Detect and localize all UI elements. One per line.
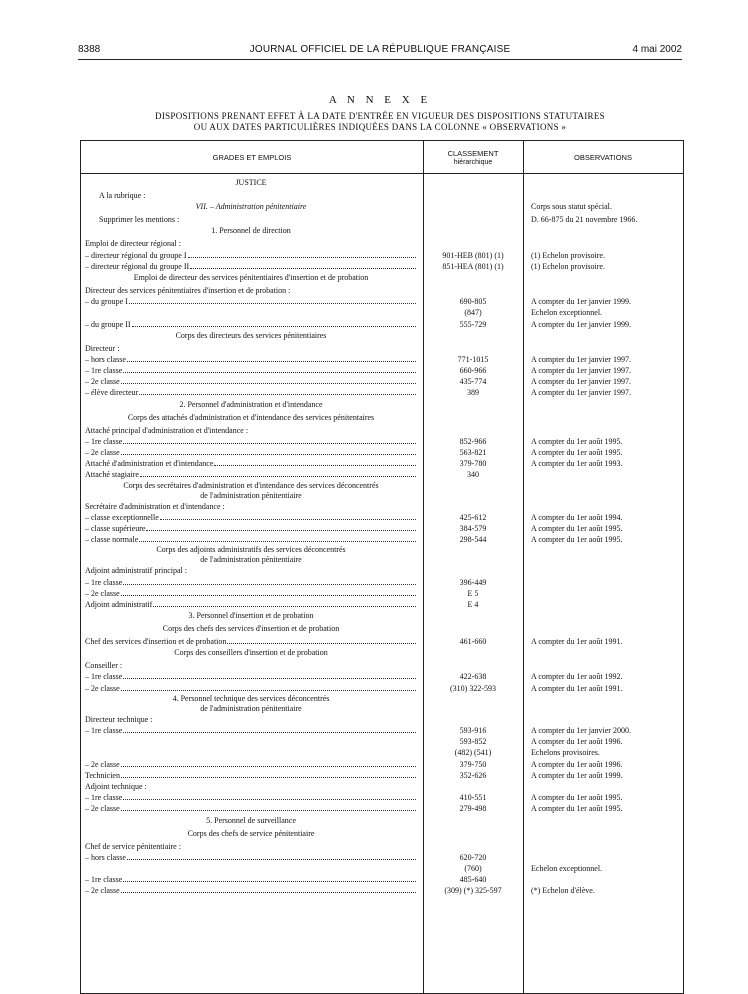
grade-label: [85, 238, 417, 249]
dot-leader: [123, 671, 416, 679]
grade-label: [85, 792, 417, 803]
grade-label-text: – du groupe I: [85, 297, 128, 307]
table-row: [81, 412, 683, 425]
observation-text: A compter du 1er janvier 1999.: [531, 319, 631, 329]
section-heading-text: 2. Personnel d'administration et d'intendance: [179, 399, 323, 409]
observation-text: (1) Echelon provisoire.: [531, 261, 605, 271]
section-heading-text-2: de l'administration pénitentiaire: [200, 490, 302, 500]
annex-subtitle: [78, 111, 682, 133]
grade-label: [85, 354, 417, 365]
table-row: [81, 841, 683, 852]
table-row: [81, 770, 683, 781]
dot-leader: [129, 296, 416, 304]
grade-label-text: – du groupe II: [85, 319, 131, 329]
classement-value: 461-660: [459, 637, 487, 647]
classement-value: 422-638: [459, 672, 487, 682]
table-row: [81, 458, 683, 469]
dot-leader: [123, 792, 416, 800]
grade-label-text: Emploi de directeur régional :: [85, 239, 181, 249]
section-heading-text: 1. Personnel de direction: [211, 226, 291, 236]
dot-leader: [214, 458, 416, 466]
classification-table: [80, 140, 684, 994]
section-heading-text-2: de l'administration pénitentiaire: [200, 703, 302, 713]
table-row: [81, 354, 683, 365]
section-heading: [81, 610, 421, 621]
observation-text: A compter du 1er août 1995.: [531, 448, 623, 457]
observation-text: A compter du 1er août 1995.: [531, 436, 623, 446]
grade-label: [85, 683, 417, 694]
grade-label-text: Directeur des services pénitentiaires d'insertion et de probation :: [85, 285, 291, 295]
classement-value: 851-HEA (801) (1): [442, 261, 504, 271]
grade-label-text: Adjoint administratif principal :: [85, 566, 187, 576]
table-row: [81, 815, 683, 828]
col-header-grades: GRADES ET EMPLOIS: [212, 153, 292, 162]
observation-text: A compter du 1er août 1996.: [531, 737, 623, 747]
grade-label: [85, 501, 417, 512]
classement-value: (310) 322-593: [450, 683, 496, 693]
classement-value: 396-449: [459, 577, 487, 587]
classement-value: 901-HEB (801) (1): [442, 250, 504, 260]
observation-text: A compter du 1er janvier 1997.: [531, 354, 631, 364]
grade-label-text: – 2e classe: [85, 683, 120, 693]
grade-label: [85, 577, 417, 588]
grade-label-text: Chef des services d'insertion et de probation: [85, 637, 227, 647]
section-heading: [81, 272, 421, 283]
classement-value: 660-966: [459, 366, 487, 376]
observation-text: A compter du 1er août 1991.: [531, 637, 623, 647]
classement-value: 389: [467, 388, 479, 398]
table-row: [81, 501, 683, 512]
section-heading-text: Corps des directeurs des services pénitentiaires: [175, 330, 327, 340]
table-row: [81, 683, 683, 694]
col-header-classement-line-2: hiérarchique: [453, 159, 493, 166]
table-row: [81, 225, 683, 238]
dot-leader: [227, 636, 416, 644]
table-row: [81, 714, 683, 725]
table-row: [81, 828, 683, 841]
grade-label-text: – 1re classe: [85, 726, 123, 735]
grade-label: [85, 759, 417, 770]
table-row: [81, 636, 683, 647]
table-row: [81, 261, 683, 272]
section-heading: [81, 330, 421, 341]
section-heading-text: VII. – Administration pénitentiaire: [195, 202, 307, 212]
classement-value: 771-1015: [457, 354, 489, 364]
grade-label: [85, 285, 417, 296]
grade-label-text: – 1re classe: [85, 577, 123, 587]
observation-text: (1) Echelon provisoire.: [531, 250, 605, 260]
dot-leader: [123, 874, 416, 882]
dot-leader: [121, 588, 416, 596]
table-row: [81, 588, 683, 599]
table-row: [81, 863, 683, 874]
table-row: [81, 792, 683, 803]
classement-value: (309) (*) 325-597: [444, 886, 502, 896]
section-heading: [81, 412, 421, 423]
grade-label: [85, 671, 417, 682]
grade-label-text: – classe normale: [85, 535, 139, 545]
table-row: [81, 565, 683, 576]
table-row: [81, 177, 683, 190]
grade-label-text: – élève directeur: [85, 388, 139, 398]
observation-text: A compter du 1er août 1995.: [531, 523, 623, 533]
grade-label: [85, 447, 417, 458]
dot-leader: [123, 436, 416, 444]
dot-leader: [121, 759, 416, 767]
grade-label: [85, 319, 417, 330]
observation-text: Echelon exceptionnel.: [531, 308, 603, 318]
table-row: [81, 296, 683, 307]
classement-value: 690-805: [459, 297, 487, 307]
table-row: [81, 647, 683, 660]
grade-label: [85, 436, 417, 447]
section-heading-text: Corps des conseillers d'insertion et de probation: [174, 648, 328, 658]
grade-label: [85, 387, 417, 398]
observation-text: A compter du 1er janvier 1997.: [531, 377, 631, 387]
dot-leader: [139, 534, 416, 542]
table-row: [81, 747, 683, 758]
table-row: [81, 307, 683, 318]
grade-label: [85, 636, 417, 647]
table-row: [81, 736, 683, 747]
table-row: [81, 885, 683, 896]
grade-label-text: Attaché stagiaire: [85, 470, 139, 480]
table-row: [81, 577, 683, 588]
table-row: [81, 387, 683, 398]
table-body: [81, 177, 683, 896]
table-row: [81, 781, 683, 792]
section-heading-text: Corps des attachés d'administration et d'intendance des services pénitentaires: [127, 412, 375, 422]
section-heading-text: 3. Personnel d'insertion et de probation: [188, 611, 314, 621]
grade-label-text: – 2e classe: [85, 448, 120, 457]
dot-leader: [121, 447, 416, 455]
annex-subtitle-line-2: OU AUX DATES PARTICULIÈRES INDIQUÉES DANS LA COLONNE « OBSERVATIONS »: [193, 122, 567, 132]
classement-value: 379-780: [459, 459, 487, 469]
section-heading: [81, 545, 421, 565]
observation-text: Echelons provisoires.: [531, 748, 600, 758]
annex-title: A N N E X E: [328, 94, 432, 106]
grade-label: [85, 458, 417, 469]
classement-value: (482) (541): [454, 748, 492, 758]
grade-label-text: – directeur régional du groupe I: [85, 250, 187, 260]
table-row: [81, 376, 683, 387]
classement-value: E 4: [467, 599, 479, 609]
page-number: 8388: [78, 44, 101, 55]
grade-label-text: Attaché principal d'administration et d'intendance :: [85, 425, 249, 435]
grade-label: [99, 214, 431, 225]
section-heading-text: Emploi de directeur des services pénitentiaires d'insertion et de probation: [133, 272, 369, 282]
observation-text: (*) Echelon d'élève.: [531, 886, 595, 896]
section-heading-text: Corps des adjoints administratifs des services déconcentrés: [156, 545, 346, 555]
grade-label-text: – 2e classe: [85, 588, 120, 598]
grade-label-text: – 1re classe: [85, 672, 123, 682]
classement-value: 384-579: [459, 523, 487, 533]
dot-leader: [146, 523, 416, 531]
classement-value: 298-544: [459, 535, 487, 545]
section-heading: [81, 647, 421, 658]
table-row: [81, 610, 683, 623]
table-row: [81, 623, 683, 636]
table-row: [81, 190, 683, 201]
observation-text: Corps sous statut spécial.: [531, 202, 612, 212]
grade-label-text: Technicien: [85, 770, 120, 780]
observation-text: A compter du 1er août 1999.: [531, 770, 623, 780]
table-row: [81, 436, 683, 447]
classement-value: (760): [464, 863, 482, 873]
table-row: [81, 599, 683, 610]
grade-label: [85, 588, 417, 599]
classement-value: 593-916: [459, 726, 487, 735]
grade-label: [85, 885, 417, 896]
grade-label-text: Conseiller :: [85, 661, 123, 671]
grade-label: [85, 714, 417, 725]
observation-text: A compter du 1er août 1991.: [531, 683, 623, 693]
table-row: [81, 238, 683, 249]
classement-value: (847): [464, 308, 482, 318]
section-heading: [81, 623, 421, 634]
dot-leader: [190, 261, 416, 269]
classement-value: 379-750: [459, 759, 487, 769]
grade-label-text: – 1re classe: [85, 793, 123, 803]
dot-leader: [123, 577, 416, 585]
grade-label-text: Directeur :: [85, 343, 120, 353]
classement-value: 279-498: [459, 804, 487, 814]
observation-text: A compter du 1er août 1996.: [531, 759, 623, 769]
dot-leader: [132, 319, 416, 327]
table-row: [81, 694, 683, 714]
classement-value: E 5: [467, 588, 479, 598]
dot-leader: [140, 469, 416, 477]
journal-title: JOURNAL OFFICIEL DE LA RÉPUBLIQUE FRANÇAISE: [249, 44, 511, 55]
grade-label-text: Attaché d'administration et d'intendance: [85, 459, 214, 469]
grade-label-text: Adjoint technique :: [85, 781, 147, 791]
table-row: [81, 545, 683, 565]
classement-value: 485-640: [459, 875, 487, 885]
grade-label: [99, 190, 431, 201]
header-divider: [81, 173, 683, 174]
observation-text: A compter du 1er août 1994.: [531, 512, 623, 522]
grade-label-text: Adjoint administratif: [85, 599, 153, 609]
grade-label: [85, 874, 417, 885]
grade-label-text: – classe exceptionnelle: [85, 512, 159, 522]
grade-label: [85, 512, 417, 523]
table-row: [81, 319, 683, 330]
observation-text: A compter du 1er août 1995.: [531, 535, 623, 545]
table-row: [81, 201, 683, 214]
dot-leader: [123, 365, 416, 373]
table-row: [81, 725, 683, 736]
grade-label: [85, 781, 417, 792]
table-row: [81, 671, 683, 682]
grade-label: [85, 250, 417, 261]
grade-label: [85, 725, 417, 736]
table-row: [81, 330, 683, 343]
grade-label-text: – classe supérieure: [85, 523, 146, 533]
table-row: [81, 759, 683, 770]
dot-leader: [153, 599, 416, 607]
classement-value: 563-821: [459, 448, 487, 457]
section-heading-text: 4. Personnel technique des services déconcentrés: [172, 693, 330, 703]
grade-label: [85, 365, 417, 376]
table-row: [81, 399, 683, 412]
grade-label: [85, 261, 417, 272]
grade-label-text: – 2e classe: [85, 377, 120, 387]
dot-leader: [121, 803, 416, 811]
grade-label-text: – hors classe: [85, 354, 126, 364]
observation-text: A compter du 1er août 1995.: [531, 804, 623, 814]
grade-label-text: – hors classe: [85, 852, 126, 862]
grade-label: [85, 343, 417, 354]
table-row: [81, 481, 683, 501]
observation-text: A compter du 1er janvier 1999.: [531, 297, 631, 307]
grade-label-text: Directeur technique :: [85, 714, 153, 724]
observation-text: A compter du 1er août 1995.: [531, 793, 623, 803]
observation-text: A compter du 1er janvier 1997.: [531, 388, 631, 398]
table-row: [81, 534, 683, 545]
section-heading: [81, 225, 421, 236]
table-row: [81, 250, 683, 261]
grade-label-text: – 2e classe: [85, 759, 120, 769]
grade-label: [85, 852, 417, 863]
dot-leader: [121, 376, 416, 384]
table-row: [81, 285, 683, 296]
observation-text: A compter du 1er janvier 1997.: [531, 366, 631, 376]
grade-label-text: A la rubrique :: [99, 191, 146, 200]
section-heading-text-2: de l'administration pénitentiaire: [200, 555, 302, 565]
observation-text: A compter du 1er août 1993.: [531, 459, 623, 469]
grade-label-text: Secrétaire d'administration et d'intendance :: [85, 501, 225, 511]
classement-value: 435-774: [459, 377, 487, 387]
section-heading: [81, 399, 421, 410]
table-row: [81, 272, 683, 285]
table-row: [81, 425, 683, 436]
dot-leader: [139, 387, 416, 395]
classement-value: 593-852: [459, 737, 487, 747]
dot-leader: [121, 770, 416, 778]
grade-label-text: Supprimer les mentions :: [99, 215, 180, 225]
dot-leader: [160, 512, 416, 520]
dot-leader: [127, 852, 416, 860]
grade-label: [85, 660, 417, 671]
grade-label: [85, 841, 417, 852]
section-heading: [81, 201, 421, 212]
dot-leader: [123, 725, 416, 733]
grade-label-text: Chef de service pénitentiaire :: [85, 841, 181, 851]
section-heading: [81, 828, 421, 839]
grade-label-text: – directeur régional du groupe II: [85, 261, 190, 271]
table-row: [81, 512, 683, 523]
header-rule: [78, 59, 682, 60]
table-row: [81, 660, 683, 671]
grade-label: [85, 523, 417, 534]
table-row: [81, 803, 683, 814]
grade-label-text: – 1re classe: [85, 436, 123, 446]
table-row: [81, 523, 683, 534]
table-row: [81, 852, 683, 863]
section-heading-text: Corps des chefs de service pénitentiaire: [187, 828, 315, 838]
running-header: [78, 44, 682, 58]
dot-leader: [188, 250, 416, 258]
section-heading: [81, 481, 421, 501]
col-header-classement-line-1: CLASSEMENT: [447, 149, 499, 158]
dot-leader: [121, 683, 416, 691]
observation-text: A compter du 1er août 1992.: [531, 672, 623, 682]
grade-label-text: – 1re classe: [85, 366, 123, 376]
col-header-classement: [423, 149, 523, 167]
grade-label: [85, 599, 417, 610]
col-header-observations: OBSERVATIONS: [574, 153, 632, 162]
table-row: [81, 469, 683, 480]
table-row: [81, 874, 683, 885]
grade-label: [85, 469, 417, 480]
table-row: [81, 214, 683, 225]
table-row: [81, 343, 683, 354]
section-heading: [81, 815, 421, 826]
grade-label: [85, 803, 417, 814]
classement-value: 852-966: [459, 436, 487, 446]
dot-leader: [127, 354, 416, 362]
grade-label: [85, 770, 417, 781]
grade-label-text: – 2e classe: [85, 804, 120, 814]
grade-label: [85, 534, 417, 545]
observation-text: A compter du 1er janvier 2000.: [531, 726, 631, 735]
section-heading-text: Corps des chefs des services d'insertion et de probation: [162, 624, 340, 634]
section-heading: [81, 694, 421, 714]
classement-value: 620-720: [459, 852, 487, 862]
section-heading-text: Corps des secrétaires d'administration et d'intendance des services déconcentrés: [123, 480, 379, 490]
classement-value: 352-626: [459, 770, 487, 780]
grade-label: [85, 296, 417, 307]
section-heading-text: 5. Personnel de surveillance: [206, 815, 296, 825]
grade-label: [85, 565, 417, 576]
grade-label-text: – 1re classe: [85, 875, 123, 885]
classement-value: 340: [467, 470, 479, 480]
grade-label-text: – 2e classe: [85, 886, 120, 896]
table-row: [81, 447, 683, 458]
grade-label: [85, 425, 417, 436]
table-row: [81, 365, 683, 376]
observation-text: Echelon exceptionnel.: [531, 863, 603, 873]
grade-label: [85, 376, 417, 387]
dot-leader: [121, 885, 416, 893]
section-heading-text: JUSTICE: [235, 178, 267, 187]
observation-text: D. 66-875 du 21 novembre 1966.: [531, 215, 638, 225]
issue-date: 4 mai 2002: [632, 44, 682, 55]
classement-value: 425-612: [459, 512, 487, 522]
classement-value: 555-729: [459, 319, 487, 329]
section-heading: [81, 177, 421, 188]
annex-subtitle-line-1: DISPOSITIONS PRENANT EFFET À LA DATE D'ENTRÉE EN VIGUEUR DES DISPOSITIONS STATUTAIRES: [155, 111, 605, 121]
classement-value: 410-551: [459, 793, 487, 803]
